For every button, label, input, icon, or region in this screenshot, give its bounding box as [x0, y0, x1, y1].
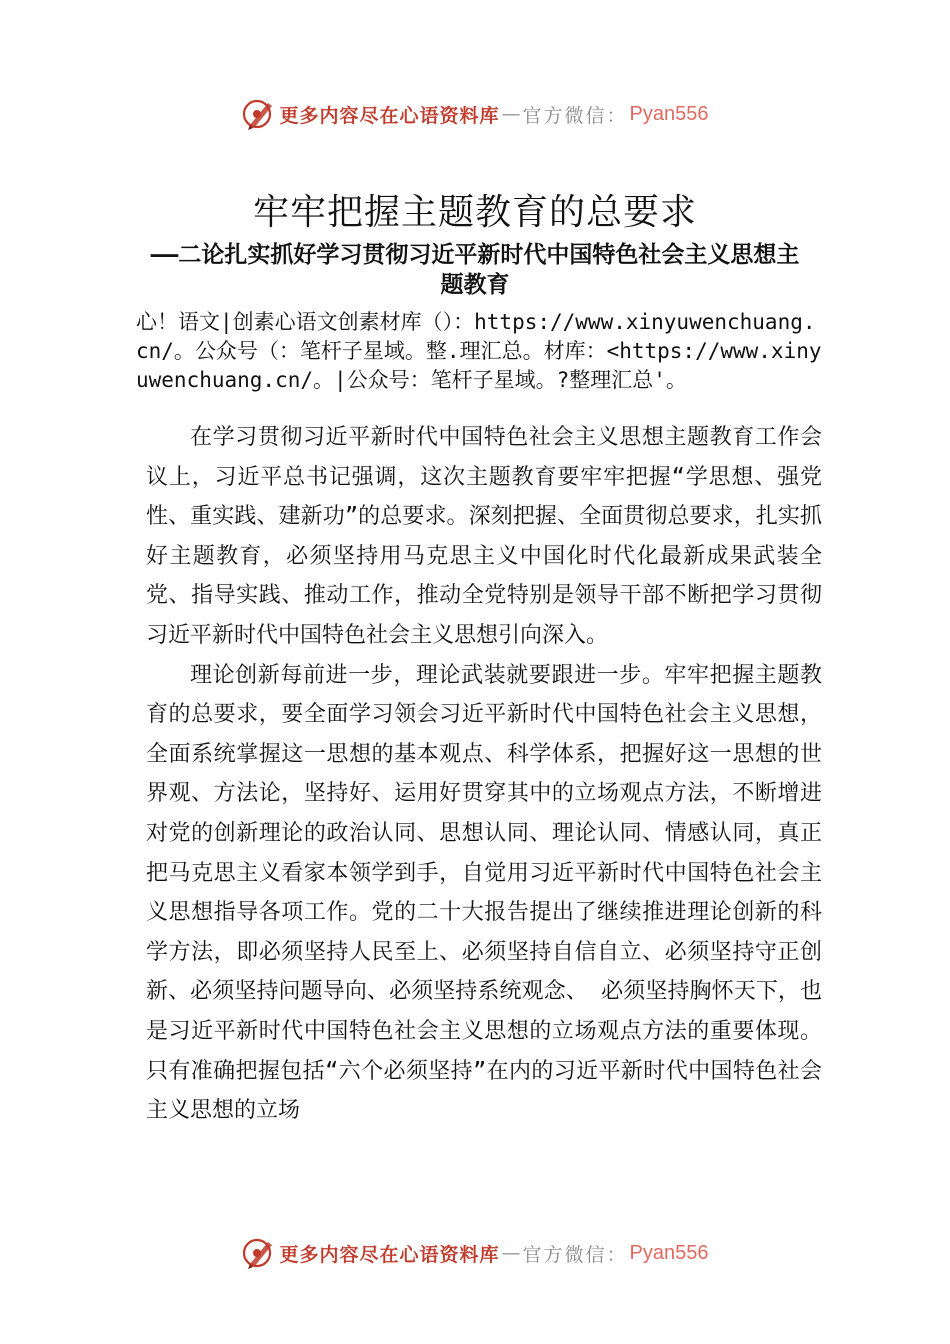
- banner-wechat-id: Pyan556: [629, 1241, 709, 1264]
- source-note: 心！语文|创素心语文创素材库（）：https://www.xinyuwenchuang.cn/。公众号（：笔杆子星域。整.理汇总。材库：<https://www.xinyuwenchuang.cn/。|公众号：笔杆子星域。?整理汇总'。: [136, 310, 822, 392]
- banner-wechat-label: 官方微信：: [522, 104, 628, 127]
- document-body: [146, 418, 822, 1131]
- document-subtitle: ——二论扎实抓好学习贯彻习近平新时代中国特色社会主义思想主题教育: [150, 242, 800, 298]
- paragraph: 理论创新每前进一步，理论武装就要跟进一步。牢牢把握主题教育的总要求，要全面学习领会习近平新时代中国特色社会主义思想，全面系统掌握这一思想的基本观点、科学体系，把握好这一思想的世界观、方法论，坚持好、运用好贯穿其中的立场观点方法，不断增进对党的创新理论的政治认同、思想认同、理论认同、情感认同，真正把马克思主义看家本领学到手，自觉用习近平新时代中国特色社会主义思想指导各项工作。党的二十大报告提出了继续推进理论创新的科学方法，即必须坚持人民至上、必须坚持自信自立、必须坚持守正创新、必须坚持问题导向、必须坚持系统观念、 必须坚持胸怀天下，也是习近平新时代中国特色社会主义思想的立场观点方法的重要体现。只有准确把握包括“六个必须坚持”在内的习近平新时代中国特色社会主义思想的立场: [146, 662, 822, 1124]
- header-banner: [0, 92, 950, 136]
- banner-wechat-id: Pyan556: [629, 102, 709, 125]
- banner-brand: 更多内容尽在心语资料库: [279, 1243, 500, 1266]
- banner-wechat-label: 官方微信：: [522, 1243, 628, 1266]
- footer-banner: [0, 1231, 950, 1275]
- banner-separator: —: [501, 1242, 521, 1264]
- document-title: 牢牢把握主题教育的总要求: [252, 192, 697, 233]
- pen-logo-icon: [242, 97, 276, 131]
- pen-logo-icon: [242, 1236, 276, 1270]
- banner-brand: 更多内容尽在心语资料库: [279, 104, 500, 127]
- paragraph: 在学习贯彻习近平新时代中国特色社会主义思想主题教育工作会议上，习近平总书记强调，这次主题教育要牢牢把握“学思想、强党性、重实践、建新功”的总要求。深刻把握、全面贯彻总要求，扎实抓好主题教育，必须坚持用马克思主义中国化时代化最新成果武装全党、指导实践、推动工作，推动全党特别是领导干部不断把学习贯彻习近平新时代中国特色社会主义思想引向深入。: [146, 425, 822, 648]
- banner-separator: —: [501, 103, 521, 125]
